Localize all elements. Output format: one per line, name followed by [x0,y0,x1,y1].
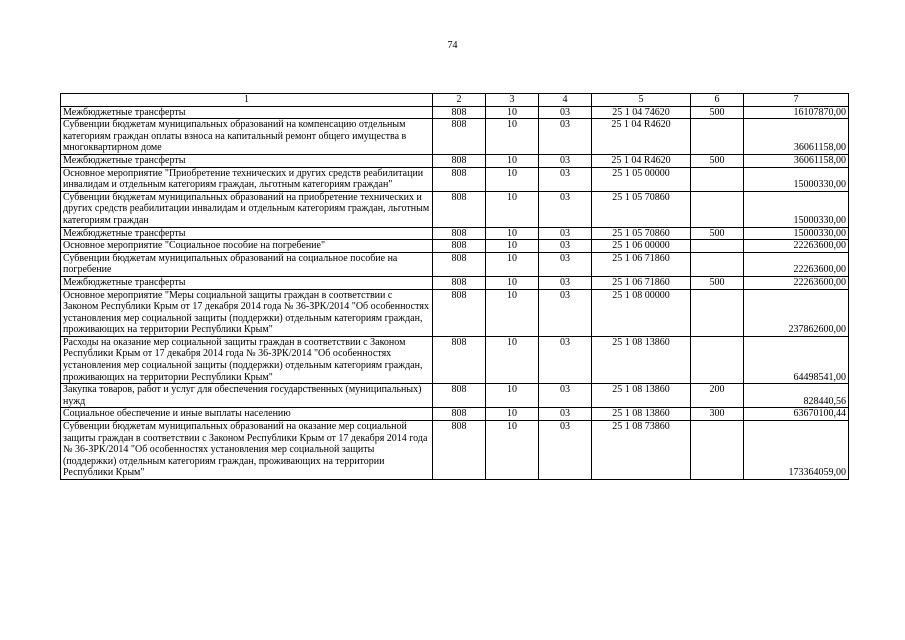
table-row [61,191,849,227]
section-code-cell: 10 [486,252,539,276]
table-row [61,167,849,191]
section-code-cell: 10 [486,227,539,240]
header-cell: 2 [433,94,486,107]
table-row [61,408,849,421]
target-article-code-cell: 25 1 05 00000 [592,167,691,191]
section-code-cell: 10 [486,191,539,227]
amount-cell: 173364059,00 [744,421,849,480]
amount-cell: 22263600,00 [744,240,849,253]
target-article-code-cell: 25 1 08 13860 [592,384,691,408]
header-cell: 5 [592,94,691,107]
expense-type-code-cell: 500 [691,154,744,167]
amount-cell: 15000330,00 [744,227,849,240]
table-row [61,289,849,336]
item-name-cell: Субвенции бюджетам муниципальных образований на компенсацию отдельным категориям граждан оплаты взноса на капитальный ремонт общего имущества в многоквартирном доме [61,119,433,155]
ministry-code-cell: 808 [433,154,486,167]
section-code-cell: 10 [486,289,539,336]
header-cell: 6 [691,94,744,107]
section-code-cell: 10 [486,154,539,167]
subsection-code-cell: 03 [539,384,592,408]
subsection-code-cell: 03 [539,276,592,289]
ministry-code-cell: 808 [433,106,486,119]
target-article-code-cell: 25 1 05 70860 [592,191,691,227]
header-row [61,94,849,107]
item-name-cell: Основное мероприятие "Социальное пособие на погребение" [61,240,433,253]
subsection-code-cell: 03 [539,252,592,276]
section-code-cell: 10 [486,106,539,119]
ministry-code-cell: 808 [433,119,486,155]
amount-cell: 16107870,00 [744,106,849,119]
header-cell: 7 [744,94,849,107]
section-code-cell: 10 [486,167,539,191]
ministry-code-cell: 808 [433,227,486,240]
ministry-code-cell: 808 [433,289,486,336]
section-code-cell: 10 [486,336,539,383]
amount-cell: 36061158,00 [744,154,849,167]
budget-table [60,93,849,480]
ministry-code-cell: 808 [433,421,486,480]
section-code-cell: 10 [486,384,539,408]
item-name-cell: Субвенции бюджетам муниципальных образований на социальное пособие на погребение [61,252,433,276]
table-row [61,106,849,119]
target-article-code-cell: 25 1 06 71860 [592,252,691,276]
subsection-code-cell: 03 [539,240,592,253]
expense-type-code-cell [691,119,744,155]
expense-type-code-cell [691,336,744,383]
table-row [61,240,849,253]
section-code-cell: 10 [486,408,539,421]
amount-cell: 15000330,00 [744,191,849,227]
subsection-code-cell: 03 [539,106,592,119]
expense-type-code-cell: 500 [691,227,744,240]
amount-cell: 237862600,00 [744,289,849,336]
table-row [61,227,849,240]
ministry-code-cell: 808 [433,384,486,408]
expense-type-code-cell [691,240,744,253]
subsection-code-cell: 03 [539,408,592,421]
item-name-cell: Межбюджетные трансферты [61,227,433,240]
item-name-cell: Межбюджетные трансферты [61,154,433,167]
header-cell: 1 [61,94,433,107]
target-article-code-cell: 25 1 04 R4620 [592,154,691,167]
subsection-code-cell: 03 [539,191,592,227]
item-name-cell: Закупка товаров, работ и услуг для обеспечения государственных (муниципальных) нужд [61,384,433,408]
expense-type-code-cell [691,289,744,336]
item-name-cell: Расходы на оказание мер социальной защиты граждан в соответствии с Законом Республики Крым от 17 декабря 2014 года № 36-ЗРК/2014 "Об особенностях установления мер социальной защиты (поддержки) отдельным категориям граждан, проживающих на территории Республики Крым" [61,336,433,383]
table-row [61,336,849,383]
amount-cell: 63670100,44 [744,408,849,421]
subsection-code-cell: 03 [539,336,592,383]
ministry-code-cell: 808 [433,276,486,289]
subsection-code-cell: 03 [539,289,592,336]
ministry-code-cell: 808 [433,336,486,383]
target-article-code-cell: 25 1 05 70860 [592,227,691,240]
table-row [61,421,849,480]
subsection-code-cell: 03 [539,119,592,155]
target-article-code-cell: 25 1 08 13860 [592,336,691,383]
amount-cell: 64498541,00 [744,336,849,383]
amount-cell: 22263600,00 [744,252,849,276]
expense-type-code-cell [691,191,744,227]
page-number: 74 [447,40,458,51]
item-name-cell: Субвенции бюджетам муниципальных образований на приобретение технических и других средств реабилитации инвалидам и отдельным категориям граждан, льготным категориям граждан [61,191,433,227]
table-row [61,276,849,289]
section-code-cell: 10 [486,421,539,480]
amount-cell: 828440,56 [744,384,849,408]
table-row [61,252,849,276]
ministry-code-cell: 808 [433,240,486,253]
table-row [61,119,849,155]
table-row [61,384,849,408]
section-code-cell: 10 [486,240,539,253]
amount-cell: 15000330,00 [744,167,849,191]
expense-type-code-cell [691,167,744,191]
target-article-code-cell: 25 1 06 00000 [592,240,691,253]
expense-type-code-cell: 500 [691,106,744,119]
item-name-cell: Основное мероприятие "Приобретение технических и других средств реабилитации инвалидам и отдельным категориям граждан, льготным категориям граждан" [61,167,433,191]
subsection-code-cell: 03 [539,227,592,240]
header-cell: 4 [539,94,592,107]
ministry-code-cell: 808 [433,167,486,191]
ministry-code-cell: 808 [433,408,486,421]
ministry-code-cell: 808 [433,191,486,227]
table-row [61,154,849,167]
section-code-cell: 10 [486,276,539,289]
target-article-code-cell: 25 1 04 74620 [592,106,691,119]
header-cell: 3 [486,94,539,107]
expense-type-code-cell: 200 [691,384,744,408]
expense-type-code-cell: 300 [691,408,744,421]
subsection-code-cell: 03 [539,421,592,480]
subsection-code-cell: 03 [539,154,592,167]
item-name-cell: Основное мероприятие "Меры социальной защиты граждан в соответствии с Законом Республики Крым от 17 декабря 2014 года № 36-ЗРК/2014 "Об особенностях установления мер социальной защиты (поддержки) отдельным категориям граждан, проживающих на территории Республики Крым" [61,289,433,336]
amount-cell: 22263600,00 [744,276,849,289]
target-article-code-cell: 25 1 06 71860 [592,276,691,289]
item-name-cell: Социальное обеспечение и иные выплаты населению [61,408,433,421]
item-name-cell: Межбюджетные трансферты [61,106,433,119]
target-article-code-cell: 25 1 08 13860 [592,408,691,421]
ministry-code-cell: 808 [433,252,486,276]
target-article-code-cell: 25 1 04 R4620 [592,119,691,155]
expense-type-code-cell [691,252,744,276]
expense-type-code-cell [691,421,744,480]
item-name-cell: Субвенции бюджетам муниципальных образований на оказание мер социальной защиты граждан в соответствии с Законом Республики Крым от 17 декабря 2014 года № 36-ЗРК/2014 "Об особенностях установления мер социальной защиты (поддержки) отдельным категориям граждан, проживающих на территории Республики Крым" [61,421,433,480]
amount-cell: 36061158,00 [744,119,849,155]
expense-type-code-cell: 500 [691,276,744,289]
item-name-cell: Межбюджетные трансферты [61,276,433,289]
target-article-code-cell: 25 1 08 73860 [592,421,691,480]
target-article-code-cell: 25 1 08 00000 [592,289,691,336]
section-code-cell: 10 [486,119,539,155]
subsection-code-cell: 03 [539,167,592,191]
